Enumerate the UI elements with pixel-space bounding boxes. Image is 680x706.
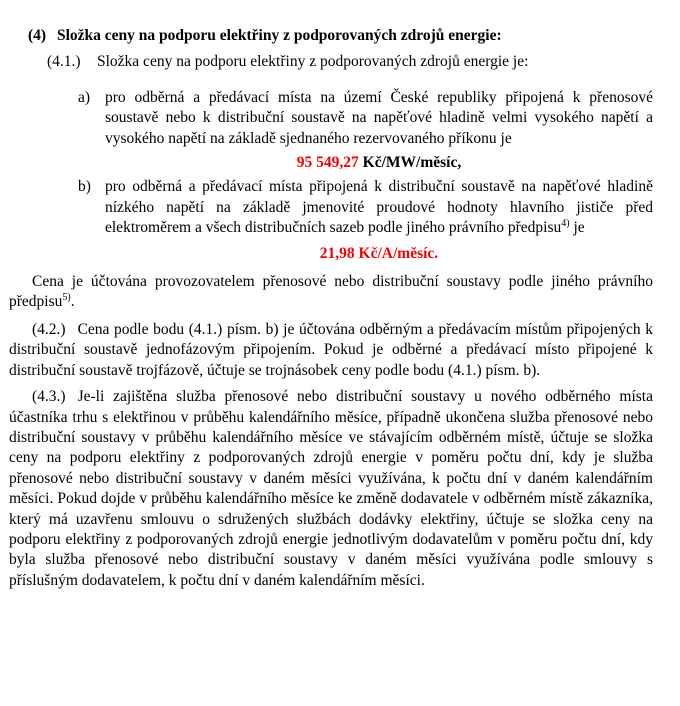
price-line-a	[105, 153, 653, 173]
list-item-b	[78, 177, 653, 238]
clause-4-2-text: Cena podle bodu (4.1.) písm. b) je účtována odběrným a předávacím místům připojených k distribuční soustavě jednofázovým připojením. Pokud je odběrné a předávací místo připojené k distribuční soustavě trojfázově, účtuje se trojnásobek ceny podle bodu (4.1.) písm. b).	[9, 320, 653, 379]
footnote-ref-4: 4)	[561, 218, 570, 230]
clause-4-1-text: Složka ceny na podporu elektřiny z podporovaných zdrojů energie je:	[97, 53, 529, 71]
list-item-b-suffix: je	[569, 219, 585, 237]
footnote-ref-5: 5)	[62, 292, 71, 304]
clause-4-3-text: Je-li zajištěna služba přenosové nebo distribuční soustavy u nového odběrného místa účastníka trhu s elektřinou v průběhu kalendářního měsíce, případně ukončena služba přenosové nebo distribuční soustavy v průběhu kalendářního měsíce ve stávajícím odběrném místě, účtuje se složka ceny na podporu elektřiny z podporovaných zdrojů energie v poměru počtu dní, kdy je služba přenosové nebo distribuční soustavy v daném měsíci využívána, k počtu dní v daném kalendářním měsíci. Pokud dojde v průběhu kalendářního měsíce ke změně dodavatele v odběrném místě zákazníka, který má uzavřenu smlouvu o sdružených službách dodávky elektřiny, účtuje se složka ceny na podporu elektřiny z podporovaných zdrojů energie jednotlivým dodavatelům v poměru počtu dní, kdy byla služba přenosové nebo distribuční soustavy v daném měsíci využívána podle smlouvy s příslušným dodavatelem, k počtu dní v daném kalendářním měsíci.	[9, 388, 653, 589]
price-b-value: 21,98 Kč/A/měsíc.	[319, 244, 439, 262]
list-item-a	[78, 88, 653, 149]
paragraph-cena-suffix: .	[70, 293, 75, 311]
list-item-a-label: a)	[78, 88, 91, 106]
clause-4-3-number: (4.3.)	[32, 388, 66, 406]
paragraph-cena	[9, 272, 653, 313]
price-line-b	[105, 244, 653, 264]
paragraph-cena-text: Cena je účtována provozovatelem přenosové nebo distribuční soustavy podle jiného právního předpisu	[9, 273, 653, 311]
section-4-heading	[28, 26, 653, 46]
section-4-heading-text: Složka ceny na podporu elektřiny z podporovaných zdrojů energie:	[57, 27, 502, 44]
clause-4-2-number: (4.2.)	[32, 320, 66, 338]
paragraph-4-3	[9, 387, 653, 591]
price-a-unit: Kč/MW/měsíc,	[358, 154, 462, 172]
clause-4-1-number: (4.1.)	[47, 53, 81, 71]
price-a-value: 95 549,27	[296, 154, 359, 172]
section-4-number: (4)	[28, 27, 47, 44]
list-item-b-label: b)	[78, 178, 91, 196]
list-item-b-text: pro odběrná a předávací místa připojená k distribuční soustavě na napěťové hladině nízkého napětí na základě jmenovité proudové hodnoty hlavního jističe před elektroměrem a všech distribučních sazeb podle jiného právního předpisu	[105, 178, 653, 237]
paragraph-4-2	[9, 320, 653, 381]
list-item-a-text: pro odběrná a předávací místa na území České republiky připojená k přenosové soustavě nebo k distribuční soustavě na napěťové hladině velmi vysokého napětí a vysokého napětí na základě sjednaného rezervovaného příkonu je	[105, 88, 653, 147]
clause-4-1	[47, 52, 653, 72]
